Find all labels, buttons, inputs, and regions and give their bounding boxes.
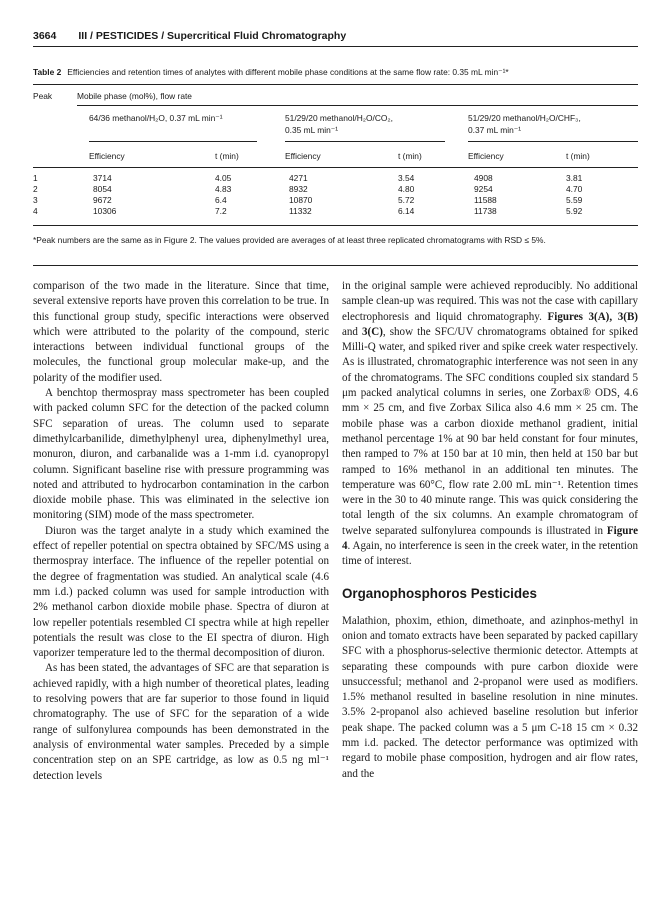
table-header-rule	[33, 167, 638, 168]
running-head	[33, 30, 346, 42]
table-cell: 5.92	[566, 206, 583, 216]
efficiency-column-1	[93, 173, 116, 217]
table-cell: 11332	[289, 206, 312, 216]
table-cell: 11738	[474, 206, 497, 216]
table-cell: 11588	[474, 195, 497, 205]
footnote-rule	[33, 265, 638, 266]
subheader-time-2: t (min)	[398, 151, 422, 161]
right-column	[342, 279, 638, 782]
table-cell: 4908	[474, 173, 493, 183]
table-footnote: *Peak numbers are the same as in Figure 2. The values provided are averages of at least three replicated chromatograms with RSD ≤ 5%.	[33, 235, 546, 245]
table-cell: 4.83	[215, 184, 232, 194]
table-row	[33, 173, 38, 217]
table-caption-text: Efficiencies and retention times of analytes with different mobile phase conditions at the same flow rate: 0.35 mL min⁻¹*	[67, 67, 509, 77]
table-cell: 5.72	[398, 195, 415, 205]
subheader-efficiency-1: Efficiency	[89, 151, 125, 161]
peak-cell: 3	[33, 195, 38, 205]
paragraph: As has been stated, the advantages of SFC are that separation is achieved rapidly, with a high number of theoretical plates, leading to resolving powers that are far superior to those found in liquid chromatography. The use of SFC for the separation of a wide range of sulfonylurea compounds has been demonstrated in the analysis of environmental water samples. Preceded by a simple concentration step on an SPE cartridge, as low as 0.5 ng ml⁻¹ detection levels	[33, 662, 329, 782]
efficiency-column-3	[474, 173, 497, 217]
paragraph	[342, 279, 638, 570]
subheader-time-1: t (min)	[215, 151, 239, 161]
table-cell: 7.2	[215, 206, 227, 216]
figure-reference[interactable]: Figure 4	[342, 524, 638, 553]
text-run: and	[342, 325, 363, 338]
condition-3-line2: 0.37 mL min⁻¹	[468, 125, 521, 135]
figure-reference[interactable]: Figures 3(A), 3(B)	[547, 310, 638, 323]
table-cell: 4.70	[566, 184, 583, 194]
time-column-3	[566, 173, 582, 217]
paragraph: Diuron was the target analyte in a study which examined the effect of repeller potential on spectra obtained by SFC/MS using a thermospray interface. The influence of the repeller potential on the degree of fragmentation was studied. An analytical scale (4.6 mm i.d.) packed column was used for sample introduction with 2% methanol carbon dioxide mobile phase. Spectra of diuron at low repeller potentials resembled CI spectra while at high repeller potentials the result was close to the EI spectra of diuron. High vaporizer temperature led to the thermal decomposition of diuron.	[33, 524, 329, 660]
table-cell: 6.4	[215, 195, 227, 205]
table-cell: 4.80	[398, 184, 415, 194]
condition-3-line1: 51/29/20 methanol/H₂O/CHF₃,	[468, 113, 581, 123]
paragraph: comparison of the two made in the literature. Since that time, several extensive reports have proven this correlation to be true. In this functional group study, specific interactions were observed which were attributed to the polarity of the compound, steric interactions between individual functional groups of the molecules, the functional group molecular make-up, and the polarity of the modifier used.	[33, 280, 329, 384]
condition-2-line2: 0.35 mL min⁻¹	[285, 125, 338, 135]
header-rule	[33, 46, 638, 47]
page-number: 3664	[33, 30, 57, 42]
peak-cell: 4	[33, 206, 38, 216]
text-run: , show the SFC/UV chromatograms obtained for spiked Milli-Q water, and spiked river and spike creek water respectively. As is illustrated, chromatographic interference was not seen in any of the chromatograms. The SFC conditions coupled six standard 5 μm packed analytical columns in series, one Zorbax® ODS, 4.6 mm × 25 cm, and five Zorbax Silica also 4.6 mm × 25 cm. The mobile phase was a carbon dioxide methanol gradient, initial methanol percentage 1% at 90 bar held constant for four minutes, then ramped to 7% at 150 bar at 10 min, then held at 150 bar but ramped to 16% methanol in an additional ten minutes. The temperature was 60°C, flow rate 2.00 mL min⁻¹. Retention times were in the 30 to 40 minute range. This was quick considering the total length of the six columns. An example chromatogram of twelve separated sulfonylurea compounds is illustrated in	[342, 325, 638, 537]
subheader-efficiency-3: Efficiency	[468, 151, 504, 161]
table-cell: 10306	[93, 206, 117, 216]
table-bottom-rule	[33, 225, 638, 226]
running-title: III / PESTICIDES / Supercritical Fluid Chromatography	[78, 30, 347, 42]
text-run: in the original sample were achieved reproducibly. No additional sample clean-up was required. This was not the case with capillary electrophoresis and liquid chromatography.	[342, 280, 638, 323]
left-column	[33, 279, 329, 784]
paragraph: Malathion, phoxim, ethion, dimethoate, and azinphos-methyl in onion and tomato extracts have been separated by packed capillary SFC with a phosphorus-selective thermionic detector. Attempts at separating these compounds with pure carbon dioxide were unsuccessful; methanol and 2-propanol were used as modifiers. 1.5% methanol resulted in baseline resolution in nine minutes. 3.5% 2-propanol also achieved baseline resolution but inferior peak shape. The packed column was a 5 μm C-18 15 cm × 0.32 mm i.d. packed. The detector performance was optimized with regard to mobile phase composition, hydrogen and air flow rates, and the	[342, 614, 638, 780]
efficiency-column-2	[289, 173, 312, 217]
time-column-1	[215, 173, 231, 217]
table-cell: 10870	[289, 195, 313, 205]
table-cell: 4.05	[215, 173, 232, 183]
table-cell: 9254	[474, 184, 493, 194]
condition-2-line1: 51/29/20 methanol/H₂O/CO₂,	[285, 113, 393, 123]
condition-1-line1: 64/36 methanol/H₂O, 0.37 mL min⁻¹	[89, 113, 223, 123]
mobile-phase-rule	[77, 105, 638, 106]
table-label: Table 2	[33, 67, 62, 77]
table-cell: 8932	[289, 184, 308, 194]
table-caption	[33, 67, 638, 77]
table-cell: 3.81	[566, 173, 583, 183]
table-cell: 6.14	[398, 206, 415, 216]
mobile-phase-header: Mobile phase (mol%), flow rate	[77, 91, 192, 101]
peak-header: Peak	[33, 91, 53, 101]
table-cell: 5.59	[566, 195, 583, 205]
time-column-2	[398, 173, 414, 217]
table-cell: 4271	[289, 173, 308, 183]
peak-cell: 2	[33, 184, 38, 194]
paragraph: A benchtop thermospray mass spectrometer has been coupled with packed column SFC for the detection of the packed column SFC separation of ureas. The column used to separate dimethylcarbanilide, dimethylphenyl urea, diphenylmethyl urea, monuron, diuron, and carbanalide was a 1-mm i.d. cyanopropyl column. Significant baseline rise with pressure programming was noted and attributed to hydrocarbon contamination in the carbon dioxide mobile phase. This was eliminated in the selective ion monitoring (SIM) mode of the mass spectrometer.	[33, 387, 329, 522]
condition-1-rule	[89, 141, 257, 142]
text-run: . Again, no interference is seen in the creek water, in the retention time of interest.	[342, 540, 638, 568]
table-cell: 3.54	[398, 173, 415, 183]
figure-reference[interactable]: 3(C)	[362, 325, 383, 338]
condition-2-rule	[285, 141, 445, 142]
subheader-time-3: t (min)	[566, 151, 590, 161]
section-heading: Organophosphoros Pesticides	[342, 585, 537, 601]
table-cell: 8054	[93, 184, 112, 194]
peak-cell: 1	[33, 173, 38, 183]
table-cell: 9672	[93, 195, 112, 205]
table-cell: 3714	[93, 173, 112, 183]
subheader-efficiency-2: Efficiency	[285, 151, 321, 161]
table-top-rule	[33, 84, 638, 85]
condition-3-rule	[468, 141, 638, 142]
